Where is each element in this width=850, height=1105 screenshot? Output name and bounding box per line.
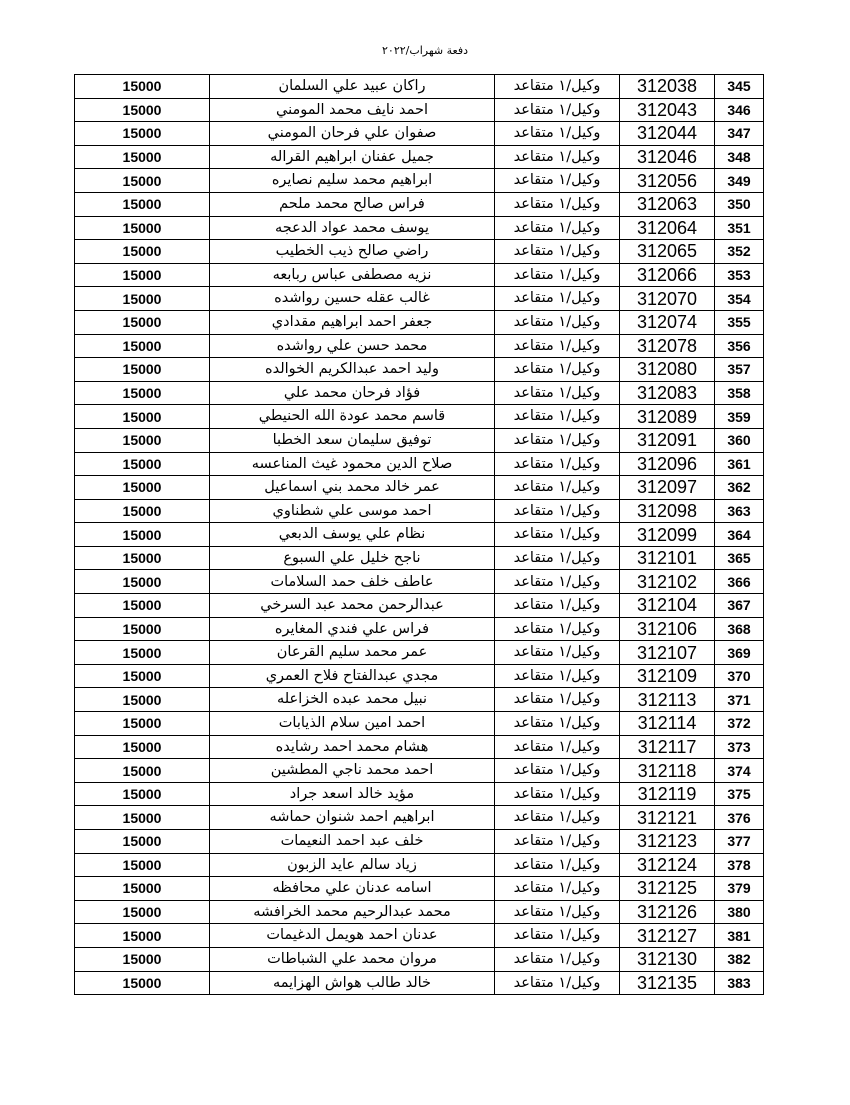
rank-cell: وكيل/١ متقاعد	[495, 192, 620, 216]
amount-cell: 15000	[75, 782, 210, 806]
rank-cell: وكيل/١ متقاعد	[495, 900, 620, 924]
row-number-cell: 374	[715, 759, 764, 783]
id-number-cell: 312078	[620, 334, 715, 358]
amount-cell: 15000	[75, 641, 210, 665]
name-cell: نبيل محمد عبده الخزاعله	[210, 688, 495, 712]
row-number-cell: 377	[715, 830, 764, 854]
name-cell: مروان محمد علي الشباطات	[210, 947, 495, 971]
rank-cell: وكيل/١ متقاعد	[495, 75, 620, 99]
id-number-cell: 312038	[620, 75, 715, 99]
name-cell: هشام محمد احمد رشايده	[210, 735, 495, 759]
rank-cell: وكيل/١ متقاعد	[495, 287, 620, 311]
row-number-cell: 372	[715, 712, 764, 736]
name-cell: غالب عقله حسين رواشده	[210, 287, 495, 311]
row-number-cell: 365	[715, 546, 764, 570]
name-cell: جعفر احمد ابراهيم مقدادي	[210, 310, 495, 334]
id-number-cell: 312119	[620, 782, 715, 806]
id-number-cell: 312089	[620, 405, 715, 429]
amount-cell: 15000	[75, 145, 210, 169]
payroll-table-body	[75, 75, 764, 995]
amount-cell: 15000	[75, 192, 210, 216]
name-cell: ابراهيم محمد سليم نصايره	[210, 169, 495, 193]
name-cell: زياد سالم عايد الزبون	[210, 853, 495, 877]
table-row	[75, 192, 764, 216]
row-number-cell: 356	[715, 334, 764, 358]
rank-cell: وكيل/١ متقاعد	[495, 971, 620, 995]
amount-cell: 15000	[75, 617, 210, 641]
table-row	[75, 240, 764, 264]
id-number-cell: 312123	[620, 830, 715, 854]
rank-cell: وكيل/١ متقاعد	[495, 263, 620, 287]
row-number-cell: 368	[715, 617, 764, 641]
rank-cell: وكيل/١ متقاعد	[495, 240, 620, 264]
name-cell: راضي صالح ذيب الخطيب	[210, 240, 495, 264]
name-cell: ابراهيم احمد شنوان حماشه	[210, 806, 495, 830]
row-number-cell: 383	[715, 971, 764, 995]
name-cell: نظام علي يوسف الدبعي	[210, 523, 495, 547]
rank-cell: وكيل/١ متقاعد	[495, 546, 620, 570]
row-number-cell: 369	[715, 641, 764, 665]
row-number-cell: 379	[715, 877, 764, 901]
table-row	[75, 806, 764, 830]
table-row	[75, 546, 764, 570]
rank-cell: وكيل/١ متقاعد	[495, 358, 620, 382]
amount-cell: 15000	[75, 759, 210, 783]
row-number-cell: 347	[715, 122, 764, 146]
amount-cell: 15000	[75, 546, 210, 570]
table-row	[75, 877, 764, 901]
id-number-cell: 312118	[620, 759, 715, 783]
row-number-cell: 349	[715, 169, 764, 193]
rank-cell: وكيل/١ متقاعد	[495, 98, 620, 122]
name-cell: راكان عبيد علي السلمان	[210, 75, 495, 99]
rank-cell: وكيل/١ متقاعد	[495, 405, 620, 429]
id-number-cell: 312046	[620, 145, 715, 169]
row-number-cell: 357	[715, 358, 764, 382]
row-number-cell: 381	[715, 924, 764, 948]
row-number-cell: 350	[715, 192, 764, 216]
amount-cell: 15000	[75, 381, 210, 405]
id-number-cell: 312074	[620, 310, 715, 334]
rank-cell: وكيل/١ متقاعد	[495, 169, 620, 193]
table-row	[75, 216, 764, 240]
table-row	[75, 924, 764, 948]
table-row	[75, 594, 764, 618]
name-cell: وليد احمد عبدالكريم الخوالده	[210, 358, 495, 382]
name-cell: توفيق سليمان سعد الخطبا	[210, 428, 495, 452]
name-cell: اسامه عدنان علي محافظه	[210, 877, 495, 901]
table-row	[75, 853, 764, 877]
name-cell: عمر محمد سليم القرعان	[210, 641, 495, 665]
amount-cell: 15000	[75, 971, 210, 995]
rank-cell: وكيل/١ متقاعد	[495, 617, 620, 641]
table-row	[75, 428, 764, 452]
rank-cell: وكيل/١ متقاعد	[495, 759, 620, 783]
rank-cell: وكيل/١ متقاعد	[495, 830, 620, 854]
table-row	[75, 947, 764, 971]
table-row	[75, 452, 764, 476]
row-number-cell: 361	[715, 452, 764, 476]
name-cell: ناجح خليل علي السبوع	[210, 546, 495, 570]
id-number-cell: 312099	[620, 523, 715, 547]
amount-cell: 15000	[75, 75, 210, 99]
name-cell: خلف عبد احمد النعيمات	[210, 830, 495, 854]
amount-cell: 15000	[75, 98, 210, 122]
id-number-cell: 312080	[620, 358, 715, 382]
table-row	[75, 617, 764, 641]
row-number-cell: 355	[715, 310, 764, 334]
name-cell: احمد نايف محمد المومني	[210, 98, 495, 122]
rank-cell: وكيل/١ متقاعد	[495, 594, 620, 618]
rank-cell: وكيل/١ متقاعد	[495, 782, 620, 806]
table-row	[75, 735, 764, 759]
row-number-cell: 375	[715, 782, 764, 806]
amount-cell: 15000	[75, 735, 210, 759]
id-number-cell: 312101	[620, 546, 715, 570]
row-number-cell: 351	[715, 216, 764, 240]
amount-cell: 15000	[75, 216, 210, 240]
rank-cell: وكيل/١ متقاعد	[495, 310, 620, 334]
rank-cell: وكيل/١ متقاعد	[495, 145, 620, 169]
rank-cell: وكيل/١ متقاعد	[495, 688, 620, 712]
rank-cell: وكيل/١ متقاعد	[495, 499, 620, 523]
name-cell: جميل عفنان ابراهيم القراله	[210, 145, 495, 169]
name-cell: عدنان احمد هويمل الدغيمات	[210, 924, 495, 948]
amount-cell: 15000	[75, 310, 210, 334]
rank-cell: وكيل/١ متقاعد	[495, 924, 620, 948]
id-number-cell: 312043	[620, 98, 715, 122]
id-number-cell: 312104	[620, 594, 715, 618]
rank-cell: وكيل/١ متقاعد	[495, 381, 620, 405]
id-number-cell: 312135	[620, 971, 715, 995]
table-row	[75, 782, 764, 806]
id-number-cell: 312127	[620, 924, 715, 948]
table-row	[75, 971, 764, 995]
name-cell: احمد موسى علي شطناوي	[210, 499, 495, 523]
id-number-cell: 312070	[620, 287, 715, 311]
row-number-cell: 362	[715, 476, 764, 500]
amount-cell: 15000	[75, 263, 210, 287]
rank-cell: وكيل/١ متقاعد	[495, 570, 620, 594]
row-number-cell: 352	[715, 240, 764, 264]
rank-cell: وكيل/١ متقاعد	[495, 216, 620, 240]
table-row	[75, 476, 764, 500]
id-number-cell: 312109	[620, 664, 715, 688]
id-number-cell: 312065	[620, 240, 715, 264]
table-row	[75, 287, 764, 311]
rank-cell: وكيل/١ متقاعد	[495, 641, 620, 665]
id-number-cell: 312064	[620, 216, 715, 240]
name-cell: احمد امين سلام الذيابات	[210, 712, 495, 736]
amount-cell: 15000	[75, 688, 210, 712]
rank-cell: وكيل/١ متقاعد	[495, 877, 620, 901]
row-number-cell: 373	[715, 735, 764, 759]
amount-cell: 15000	[75, 240, 210, 264]
row-number-cell: 348	[715, 145, 764, 169]
rank-cell: وكيل/١ متقاعد	[495, 664, 620, 688]
row-number-cell: 354	[715, 287, 764, 311]
amount-cell: 15000	[75, 358, 210, 382]
rank-cell: وكيل/١ متقاعد	[495, 735, 620, 759]
id-number-cell: 312056	[620, 169, 715, 193]
amount-cell: 15000	[75, 169, 210, 193]
amount-cell: 15000	[75, 570, 210, 594]
name-cell: عمر خالد محمد بني اسماعيل	[210, 476, 495, 500]
name-cell: عبدالرحمن محمد عبد السرخي	[210, 594, 495, 618]
table-row	[75, 405, 764, 429]
table-row	[75, 688, 764, 712]
row-number-cell: 380	[715, 900, 764, 924]
rank-cell: وكيل/١ متقاعد	[495, 428, 620, 452]
rank-cell: وكيل/١ متقاعد	[495, 334, 620, 358]
rank-cell: وكيل/١ متقاعد	[495, 947, 620, 971]
name-cell: قاسم محمد عودة الله الحنيطي	[210, 405, 495, 429]
id-number-cell: 312106	[620, 617, 715, 641]
amount-cell: 15000	[75, 452, 210, 476]
id-number-cell: 312098	[620, 499, 715, 523]
id-number-cell: 312113	[620, 688, 715, 712]
name-cell: خالد طالب هواش الهزايمه	[210, 971, 495, 995]
table-row	[75, 169, 764, 193]
amount-cell: 15000	[75, 947, 210, 971]
row-number-cell: 360	[715, 428, 764, 452]
name-cell: يوسف محمد عواد الدعجه	[210, 216, 495, 240]
row-number-cell: 371	[715, 688, 764, 712]
amount-cell: 15000	[75, 428, 210, 452]
payroll-table	[74, 74, 764, 995]
name-cell: محمد حسن علي رواشده	[210, 334, 495, 358]
name-cell: عاطف خلف حمد السلامات	[210, 570, 495, 594]
table-row	[75, 759, 764, 783]
rank-cell: وكيل/١ متقاعد	[495, 122, 620, 146]
table-row	[75, 664, 764, 688]
name-cell: مجدي عبدالفتاح فلاح العمري	[210, 664, 495, 688]
id-number-cell: 312125	[620, 877, 715, 901]
name-cell: مؤيد خالد اسعد جراد	[210, 782, 495, 806]
id-number-cell: 312117	[620, 735, 715, 759]
rank-cell: وكيل/١ متقاعد	[495, 806, 620, 830]
amount-cell: 15000	[75, 664, 210, 688]
amount-cell: 15000	[75, 122, 210, 146]
name-cell: فؤاد فرحان محمد علي	[210, 381, 495, 405]
amount-cell: 15000	[75, 594, 210, 618]
name-cell: محمد عبدالرحيم محمد الخرافشه	[210, 900, 495, 924]
amount-cell: 15000	[75, 900, 210, 924]
row-number-cell: 366	[715, 570, 764, 594]
row-number-cell: 376	[715, 806, 764, 830]
row-number-cell: 363	[715, 499, 764, 523]
id-number-cell: 312063	[620, 192, 715, 216]
table-row	[75, 712, 764, 736]
name-cell: احمد محمد ناجي المطشين	[210, 759, 495, 783]
amount-cell: 15000	[75, 806, 210, 830]
row-number-cell: 382	[715, 947, 764, 971]
id-number-cell: 312097	[620, 476, 715, 500]
name-cell: فراس علي فندي المغايره	[210, 617, 495, 641]
amount-cell: 15000	[75, 523, 210, 547]
id-number-cell: 312096	[620, 452, 715, 476]
row-number-cell: 346	[715, 98, 764, 122]
rank-cell: وكيل/١ متقاعد	[495, 452, 620, 476]
row-number-cell: 353	[715, 263, 764, 287]
id-number-cell: 312126	[620, 900, 715, 924]
table-row	[75, 310, 764, 334]
id-number-cell: 312102	[620, 570, 715, 594]
amount-cell: 15000	[75, 830, 210, 854]
id-number-cell: 312091	[620, 428, 715, 452]
table-row	[75, 145, 764, 169]
amount-cell: 15000	[75, 476, 210, 500]
name-cell: صلاح الدين محمود غيث المناعسه	[210, 452, 495, 476]
name-cell: نزيه مصطفى عباس ربابعه	[210, 263, 495, 287]
table-row	[75, 98, 764, 122]
rank-cell: وكيل/١ متقاعد	[495, 476, 620, 500]
row-number-cell: 358	[715, 381, 764, 405]
table-row	[75, 75, 764, 99]
amount-cell: 15000	[75, 924, 210, 948]
name-cell: فراس صالح محمد ملحم	[210, 192, 495, 216]
id-number-cell: 312114	[620, 712, 715, 736]
rank-cell: وكيل/١ متقاعد	[495, 523, 620, 547]
table-row	[75, 358, 764, 382]
id-number-cell: 312044	[620, 122, 715, 146]
table-row	[75, 263, 764, 287]
amount-cell: 15000	[75, 877, 210, 901]
amount-cell: 15000	[75, 853, 210, 877]
table-row	[75, 570, 764, 594]
row-number-cell: 367	[715, 594, 764, 618]
id-number-cell: 312121	[620, 806, 715, 830]
id-number-cell: 312083	[620, 381, 715, 405]
table-row	[75, 499, 764, 523]
amount-cell: 15000	[75, 334, 210, 358]
name-cell: صفوان علي فرحان المومني	[210, 122, 495, 146]
table-row	[75, 830, 764, 854]
amount-cell: 15000	[75, 499, 210, 523]
table-row	[75, 641, 764, 665]
page-header-title: دفعة شهراب/٢٠٢٢	[382, 44, 468, 57]
table-row	[75, 900, 764, 924]
amount-cell: 15000	[75, 712, 210, 736]
row-number-cell: 345	[715, 75, 764, 99]
id-number-cell: 312124	[620, 853, 715, 877]
table-row	[75, 334, 764, 358]
row-number-cell: 378	[715, 853, 764, 877]
rank-cell: وكيل/١ متقاعد	[495, 712, 620, 736]
amount-cell: 15000	[75, 405, 210, 429]
row-number-cell: 359	[715, 405, 764, 429]
row-number-cell: 370	[715, 664, 764, 688]
amount-cell: 15000	[75, 287, 210, 311]
id-number-cell: 312107	[620, 641, 715, 665]
id-number-cell: 312130	[620, 947, 715, 971]
table-row	[75, 523, 764, 547]
id-number-cell: 312066	[620, 263, 715, 287]
row-number-cell: 364	[715, 523, 764, 547]
table-row	[75, 122, 764, 146]
rank-cell: وكيل/١ متقاعد	[495, 853, 620, 877]
table-row	[75, 381, 764, 405]
